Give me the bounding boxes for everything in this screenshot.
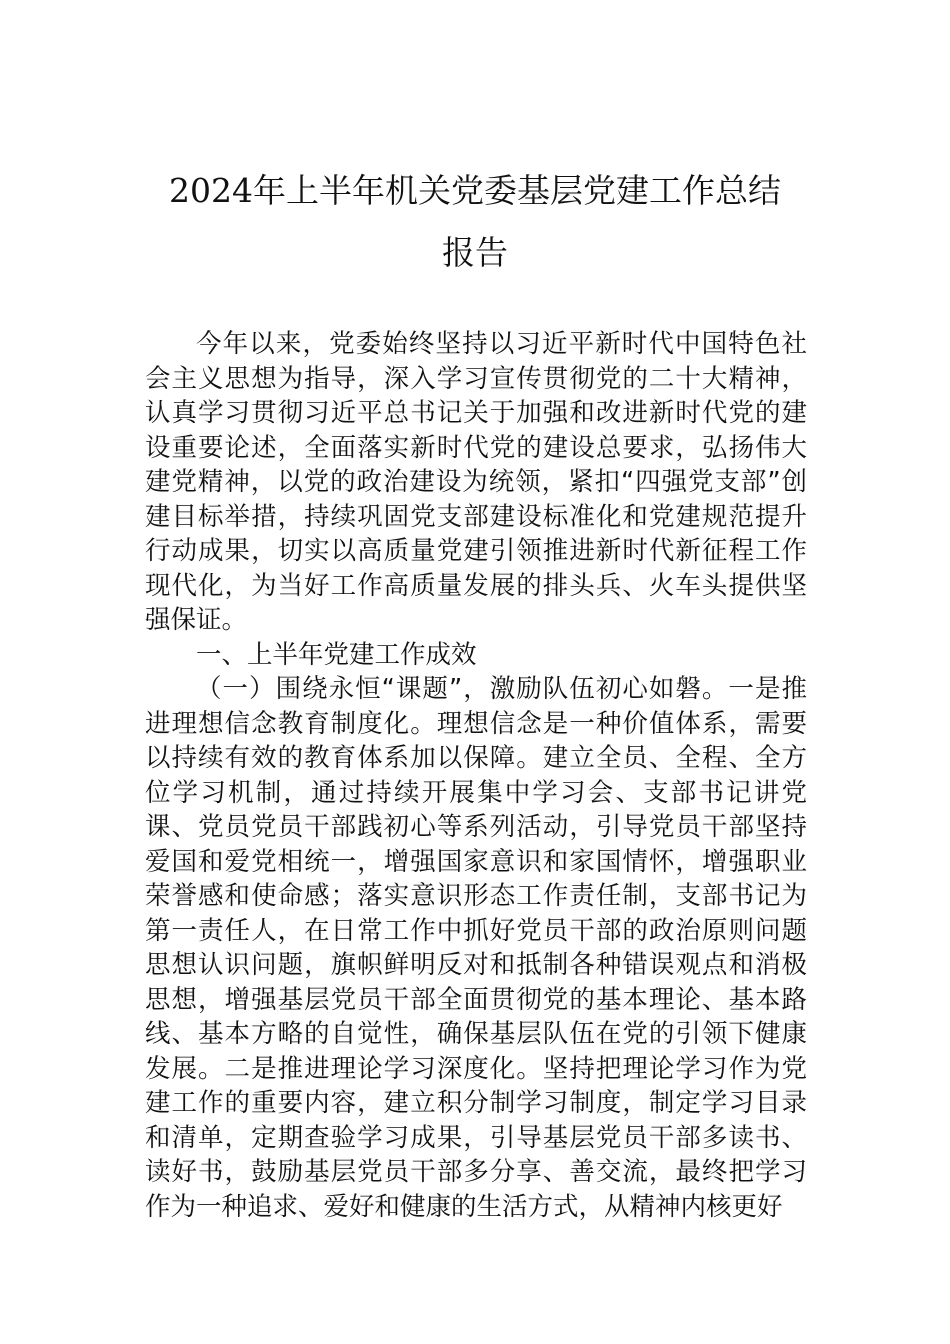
title-line-1: 2024年上半年机关党委基层党建工作总结	[169, 171, 781, 210]
paragraph-intro: 今年以来，党委始终坚持以习近平新时代中国特色社会主义思想为指导，深入学习宣传贯彻党的二十大精神，认真学习贯彻习近平总书记关于加强和改进新时代党的建设重要论述，全面落实新时代党的建设总要求，弘扬伟大建党精神，以党的政治建设为统领，紧扣“四强党支部”创建目标举措，持续巩固党支部建设标准化和党建规范提升行动成果，切实以高质量党建引领推进新时代新征程工作现代化，为当好工作高质量发展的排头兵、火车头提供坚强保证。	[145, 329, 807, 635]
document-body	[145, 327, 807, 1224]
paragraph-section-1: （一）围绕永恒“课题”，激励队伍初心如磐。一是推进理想信念教育制度化。理想信念是一种价值体系，需要以持续有效的教育体系加以保障。建立全员、全程、全方位学习机制，通过持续开展集中学习会、支部书记讲党课、党员党员干部践初心等系列活动，引导党员干部坚持爱国和爱党相统一，增强国家意识和家国情怀，增强职业荣誉感和使命感；落实意识形态工作责任制，支部书记为第一责任人，在日常工作中抓好党员干部的政治原则问题思想认识问题，旗帜鲜明反对和抵制各种错误观点和消极思想，增强基层党员干部全面贯彻党的基本理论、基本路线、基本方略的自觉性，确保基层队伍在党的引领下健康发展。二是推进理论学习深度化。坚持把理论学习作为党建工作的重要内容，建立积分制学习制度，制定学习目录和清单，定期查验学习成果，引导基层党员干部多读书、读好书，鼓励基层党员干部多分享、善交流，最终把学习作为一种追求、爱好和健康的生活方式，从精神内核更好	[145, 674, 807, 1222]
section-heading: 一、上半年党建工作成效	[196, 639, 477, 670]
title-line-2: 报告	[442, 233, 508, 272]
document-title	[130, 160, 820, 284]
